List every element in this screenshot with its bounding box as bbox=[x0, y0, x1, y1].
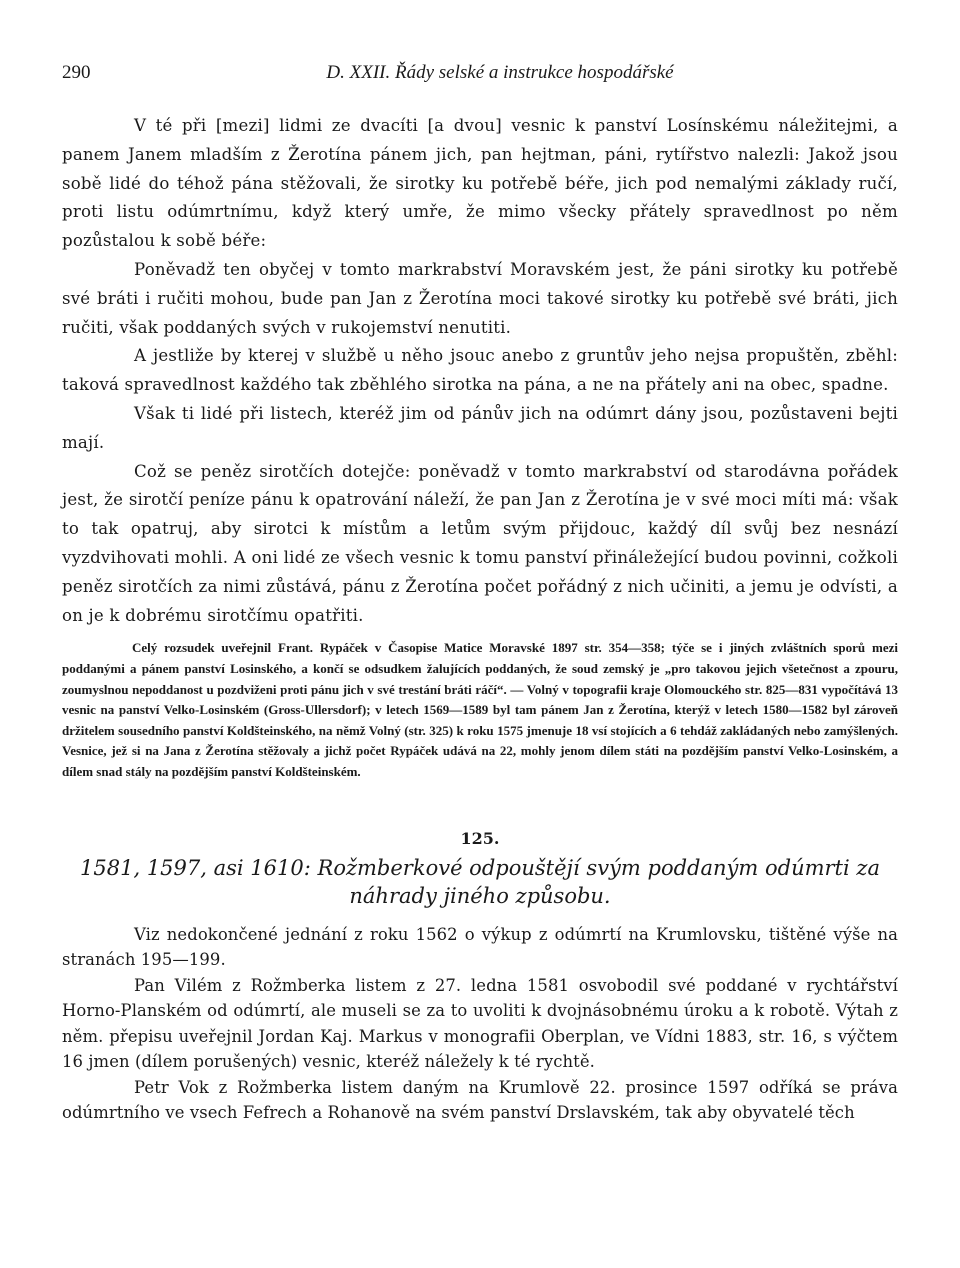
page-header bbox=[62, 62, 898, 84]
paragraph: A jestliže by kterej v službě u něho jsouc anebo z gruntův jeho nejsa propuštěn, zběhl: taková spravedlnost každého tak zběhlého sirotka na pána, a ne na přátely ani na obec, spadne. bbox=[62, 346, 898, 395]
paragraph: Což se peněz sirotčích dotejče: poněvadž v tomto markrabství od starodávna pořádek jest, že sirotčí peníze pánu k opatrování náleží, že pan Jan z Žerotína je v své moci míti má: však to tak opatruj, aby sirotci k místům a letům svým přijdouc, každý díl svůj bez nesnází vyzdvihovati mohli. A oni lidé ze všech vesnic k tomu panství přináležející budou povinni, cožkoli peněz sirotčích za nimi zůstává, pánu z Žerotína počet pořádný z nich učiniti, a jemu je odvísti, a on je k dobrému sirotčímu opatřiti. bbox=[62, 461, 898, 625]
main-text bbox=[62, 112, 898, 630]
section-number: 125. bbox=[460, 828, 500, 848]
section-text bbox=[62, 922, 898, 1126]
paragraph: V té při [mezi] lidmi ze dvacíti [a dvou] vesnic k panství Losínskému náležitejmi, a panem Janem mladším z Žerotína pánem jich, pan hejtman, páni, rytířstvo nalezli: Jakož jsou sobě lidé do téhož pána stěžovali, že sirotky ku potřebě béře, jich pod nemalými základy ručí, proti listu odúmrtnímu, když který umře, že mimo všecky přátely spravedlnost po něm pozůstalou k sobě béře: bbox=[62, 116, 898, 251]
section-title: 1581, 1597, asi 1610: Rožmberkové odpouštějí svým poddaným odúmrti za náhrady jiného způsobu. bbox=[80, 855, 880, 908]
page-number: 290 bbox=[62, 62, 91, 83]
running-title: D. XXII. Řády selské a instrukce hospodářské bbox=[326, 62, 674, 83]
paragraph: Viz nedokončené jednání z roku 1562 o výkup z odúmrtí na Krumlovsku, tištěné výše na stranách 195—199. bbox=[62, 924, 898, 969]
paragraph: Pan Vilém z Rožmberka listem z 27. ledna 1581 osvobodil své poddané v rychtářství Horno-Planském od odúmrtí, ale museli se za to uvoliti k dvojnásobnému úroku a k robotě. Výtah z něm. přepisu uveřejnil Jordan Kaj. Markus v monografii Oberplan, ve Vídni 1883, str. 16, s výčtem 16 jmen (dílem porušených) vesnic, kteréž náležely k té rychtě. bbox=[62, 975, 898, 1071]
footnote: Celý rozsudek uveřejnil Frant. Rypáček v Časopise Matice Moravské 1897 str. 354—358; týče se i jiných zvláštních sporů mezi poddanými a pánem panství Losinského, a končí se odsudkem žalujících poddaných, že soud zemský je „pro takovou jejich všetečnost a zpouru, zoumyslnou nepoddanost u pozdviženi proti pánu jich v své trestání bráti ráčí“. — Volný v topografii kraje Olomouckého str. 825—831 vypočítává 13 vesnic na panství Velko-Losinském (Gross-Ullersdorf); v letech 1569—1589 byl tam pánem Jan z Žerotína, kterýž v letech 1580—1582 byl zároveň držitelem sousedního panství Koldšteinského, na němž Volný (str. 325) k roku 1575 jmenuje 18 vsí stojících a 6 tehdáž zakládaných nebo zamýšlených. Vesnice, jež si na Jana z Žerotína stěžovaly a jichž počet Rypáček udává na 22, mohly jenom dílem státi na pozdějším panství Velko-Losinském, a dílem snad stály na pozdějším panství Koldšteinském. bbox=[62, 640, 898, 779]
paragraph: Petr Vok z Rožmberka listem daným na Krumlově 22. prosince 1597 odříká se práva odúmrtního ve vsech Fefrech a Rohanově na svém panství Drslavském, tak aby obyvatelé těch bbox=[62, 1077, 898, 1122]
page-body bbox=[62, 112, 898, 1126]
paragraph: Však ti lidé při listech, kteréž jim od pánův jich na odúmrt dány jsou, pozůstaveni bejti mají. bbox=[62, 403, 898, 452]
paragraph: Poněvadž ten obyčej v tomto markrabství Moravském jest, že páni sirotky ku potřebě své bráti i ručiti mohou, bude pan Jan z Žerotína moci takové sirotky ku potřebě své bráti, jich ručiti, však poddaných svých v rukojemství nenutiti. bbox=[62, 259, 898, 337]
